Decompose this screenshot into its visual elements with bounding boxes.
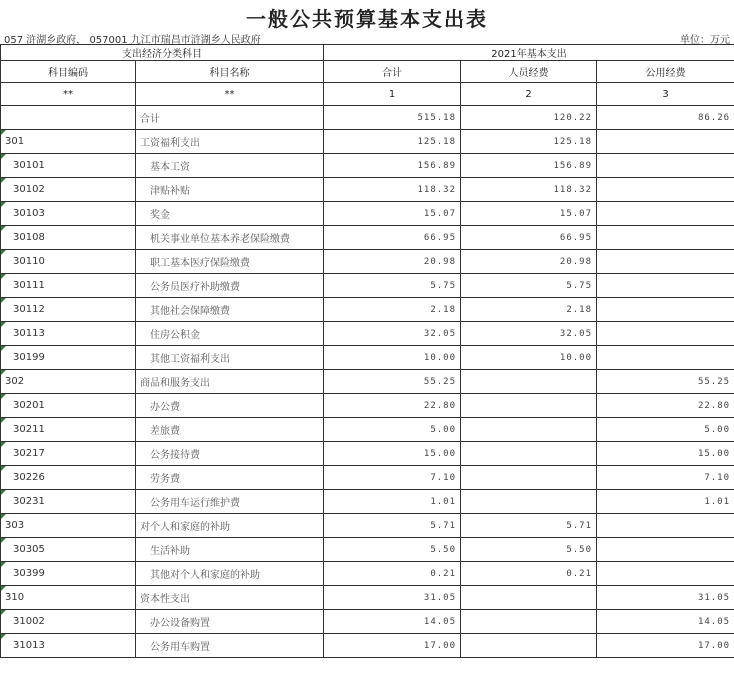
cell-total-text: 5.00 bbox=[430, 424, 456, 435]
cell-name-text: 工资福利支出 bbox=[140, 138, 200, 149]
cell-code bbox=[1, 226, 136, 250]
cell-code bbox=[1, 562, 136, 586]
cell-total-text: 156.89 bbox=[417, 160, 456, 171]
cell-total-text: 2.18 bbox=[430, 304, 456, 315]
table-row bbox=[1, 202, 734, 226]
cell-code-text: 30399 bbox=[13, 568, 45, 579]
cell-public-text: 55.25 bbox=[697, 376, 731, 387]
cell-name-text: 职工基本医疗保险缴费 bbox=[150, 258, 250, 269]
table-row bbox=[1, 538, 734, 562]
cell-name bbox=[136, 178, 324, 202]
cell-code bbox=[1, 346, 136, 370]
cell-personnel bbox=[461, 106, 597, 130]
cell-code bbox=[1, 178, 136, 202]
cell-name bbox=[136, 202, 324, 226]
cell-total-text: 66.95 bbox=[423, 232, 456, 243]
cell-personnel bbox=[461, 226, 597, 250]
cell-code-text: 30102 bbox=[13, 184, 45, 195]
cell-total-text: 17.00 bbox=[423, 640, 456, 651]
cell-public bbox=[597, 250, 734, 274]
currency-unit-label: 单位：万元 bbox=[680, 35, 730, 46]
cell-public bbox=[597, 538, 734, 562]
cell-public bbox=[597, 226, 734, 250]
cell-code bbox=[1, 634, 136, 658]
cell-total-text: 15.00 bbox=[423, 448, 456, 459]
cell-total-text: 118.32 bbox=[417, 184, 456, 195]
table-row bbox=[1, 370, 734, 394]
cell-name-text: 办公设备购置 bbox=[150, 618, 210, 629]
table-row bbox=[1, 490, 734, 514]
cell-total bbox=[324, 466, 461, 490]
cell-public-text: 17.00 bbox=[697, 640, 731, 651]
cell-total bbox=[324, 202, 461, 226]
cell-public bbox=[597, 106, 734, 130]
table-row bbox=[1, 562, 734, 586]
cell-name-text: 津贴补贴 bbox=[150, 186, 190, 197]
cell-total-text: 32.05 bbox=[423, 328, 456, 339]
cell-code-text: 30305 bbox=[13, 544, 45, 555]
cell-code-text: 303 bbox=[5, 520, 25, 531]
cell-public-text: 5.00 bbox=[704, 424, 731, 435]
cell-public bbox=[597, 370, 734, 394]
cell-total-text: 125.18 bbox=[417, 136, 456, 147]
cell-public bbox=[597, 418, 734, 442]
cell-personnel bbox=[461, 154, 597, 178]
cell-name bbox=[136, 274, 324, 298]
cell-code-text: 31013 bbox=[13, 640, 45, 651]
cell-total bbox=[324, 538, 461, 562]
index-cell: 2 bbox=[461, 83, 597, 106]
cell-total bbox=[324, 250, 461, 274]
table-row bbox=[1, 418, 734, 442]
table-row bbox=[1, 226, 734, 250]
comment-marker-icon bbox=[1, 346, 6, 351]
cell-personnel bbox=[461, 298, 597, 322]
table-row bbox=[1, 298, 734, 322]
col-header-personnel: 人员经费 bbox=[461, 61, 597, 83]
cell-name-text: 资本性支出 bbox=[140, 594, 190, 605]
col-header-code: 科目编码 bbox=[1, 61, 136, 83]
cell-name bbox=[136, 562, 324, 586]
comment-marker-icon bbox=[1, 202, 6, 207]
cell-name-text: 其他社会保障缴费 bbox=[150, 306, 230, 317]
header-group-classification: 支出经济分类科目 bbox=[1, 45, 324, 61]
cell-total bbox=[324, 634, 461, 658]
cell-name-text: 商品和服务支出 bbox=[140, 378, 210, 389]
cell-total-text: 5.71 bbox=[430, 520, 456, 531]
cell-name bbox=[136, 610, 324, 634]
cell-public-text: 31.05 bbox=[697, 592, 731, 603]
cell-total bbox=[324, 322, 461, 346]
cell-name bbox=[136, 514, 324, 538]
table-row bbox=[1, 130, 734, 154]
cell-code-text: 30217 bbox=[13, 448, 45, 459]
cell-public bbox=[597, 562, 734, 586]
cell-public-text: 86.26 bbox=[697, 112, 731, 123]
cell-personnel-text: 66.95 bbox=[559, 232, 592, 243]
cell-total-text: 31.05 bbox=[423, 592, 456, 603]
cell-public bbox=[597, 586, 734, 610]
cell-public bbox=[597, 178, 734, 202]
cell-code bbox=[1, 610, 136, 634]
comment-marker-icon bbox=[1, 130, 6, 135]
comment-marker-icon bbox=[1, 394, 6, 399]
cell-name bbox=[136, 130, 324, 154]
cell-name bbox=[136, 586, 324, 610]
cell-code bbox=[1, 250, 136, 274]
cell-code-text: 30113 bbox=[13, 328, 45, 339]
cell-name-text: 奖金 bbox=[150, 210, 170, 221]
cell-personnel bbox=[461, 202, 597, 226]
cell-total-text: 55.25 bbox=[423, 376, 456, 387]
cell-code-text: 31002 bbox=[13, 616, 45, 627]
cell-total bbox=[324, 370, 461, 394]
cell-name-text: 公务接待费 bbox=[150, 450, 200, 461]
cell-public bbox=[597, 346, 734, 370]
cell-code bbox=[1, 442, 136, 466]
cell-name bbox=[136, 466, 324, 490]
cell-public-text: 22.80 bbox=[697, 400, 731, 411]
cell-name bbox=[136, 418, 324, 442]
cell-total bbox=[324, 178, 461, 202]
comment-marker-icon bbox=[1, 562, 6, 567]
cell-name-text: 其他对个人和家庭的补助 bbox=[150, 570, 260, 581]
cell-personnel bbox=[461, 370, 597, 394]
header-columns-row bbox=[1, 61, 734, 83]
cell-name-text: 合计 bbox=[140, 114, 160, 125]
table-body bbox=[1, 106, 734, 658]
cell-name bbox=[136, 154, 324, 178]
cell-name bbox=[136, 226, 324, 250]
cell-personnel-text: 156.89 bbox=[553, 160, 592, 171]
cell-name-text: 劳务费 bbox=[150, 474, 180, 485]
cell-public bbox=[597, 490, 734, 514]
page-title: 一般公共预算基本支出表 bbox=[246, 7, 488, 31]
cell-total bbox=[324, 298, 461, 322]
cell-public bbox=[597, 202, 734, 226]
cell-name-text: 其他工资福利支出 bbox=[150, 354, 230, 365]
cell-total bbox=[324, 130, 461, 154]
table-row bbox=[1, 394, 734, 418]
header-index-row bbox=[1, 83, 734, 106]
cell-personnel bbox=[461, 178, 597, 202]
table-row bbox=[1, 106, 734, 130]
cell-public bbox=[597, 274, 734, 298]
cell-personnel bbox=[461, 466, 597, 490]
cell-total bbox=[324, 610, 461, 634]
cell-public bbox=[597, 130, 734, 154]
table-row bbox=[1, 274, 734, 298]
cell-personnel-text: 118.32 bbox=[553, 184, 592, 195]
cell-personnel-text: 125.18 bbox=[553, 136, 592, 147]
cell-personnel bbox=[461, 490, 597, 514]
cell-code bbox=[1, 514, 136, 538]
comment-marker-icon bbox=[1, 514, 6, 519]
cell-public bbox=[597, 634, 734, 658]
cell-code-text: 30231 bbox=[13, 496, 45, 507]
cell-name-text: 对个人和家庭的补助 bbox=[140, 522, 230, 533]
cell-personnel-text: 5.71 bbox=[566, 520, 592, 531]
cell-total-text: 15.07 bbox=[423, 208, 456, 219]
cell-total bbox=[324, 586, 461, 610]
comment-marker-icon bbox=[1, 418, 6, 423]
cell-name bbox=[136, 298, 324, 322]
cell-public bbox=[597, 154, 734, 178]
comment-marker-icon bbox=[1, 226, 6, 231]
cell-public bbox=[597, 442, 734, 466]
cell-total-text: 10.00 bbox=[423, 352, 456, 363]
table-row bbox=[1, 346, 734, 370]
cell-code-text: 301 bbox=[5, 136, 25, 147]
cell-total bbox=[324, 154, 461, 178]
cell-code bbox=[1, 202, 136, 226]
cell-code-text: 30226 bbox=[13, 472, 45, 483]
cell-total-text: 20.98 bbox=[423, 256, 456, 267]
table-row bbox=[1, 442, 734, 466]
cell-personnel bbox=[461, 562, 597, 586]
table-row bbox=[1, 586, 734, 610]
comment-marker-icon bbox=[1, 610, 6, 615]
cell-code-text: 30201 bbox=[13, 400, 45, 411]
comment-marker-icon bbox=[1, 538, 6, 543]
cell-personnel bbox=[461, 634, 597, 658]
cell-personnel-text: 5.50 bbox=[566, 544, 592, 555]
header-group-basic-expenditure: 2021年基本支出 bbox=[324, 45, 734, 61]
comment-marker-icon bbox=[1, 298, 6, 303]
cell-name-text: 公务员医疗补助缴费 bbox=[150, 282, 240, 293]
cell-personnel-text: 0.21 bbox=[566, 568, 592, 579]
cell-name-text: 机关事业单位基本养老保险缴费 bbox=[150, 234, 290, 245]
cell-code bbox=[1, 538, 136, 562]
comment-marker-icon bbox=[1, 586, 6, 591]
cell-personnel bbox=[461, 394, 597, 418]
cell-personnel-text: 15.07 bbox=[559, 208, 592, 219]
cell-personnel bbox=[461, 514, 597, 538]
cell-total bbox=[324, 490, 461, 514]
cell-total-text: 22.80 bbox=[423, 400, 456, 411]
cell-total bbox=[324, 226, 461, 250]
cell-total-text: 1.01 bbox=[430, 496, 456, 507]
cell-code-text: 30199 bbox=[13, 352, 45, 363]
cell-code bbox=[1, 106, 136, 130]
cell-public-text: 14.05 bbox=[697, 616, 731, 627]
cell-name bbox=[136, 538, 324, 562]
comment-marker-icon bbox=[1, 274, 6, 279]
cell-personnel bbox=[461, 418, 597, 442]
cell-code-text: 30112 bbox=[13, 304, 45, 315]
cell-code-text: 30211 bbox=[13, 424, 45, 435]
cell-public bbox=[597, 610, 734, 634]
cell-personnel bbox=[461, 610, 597, 634]
comment-marker-icon bbox=[1, 250, 6, 255]
cell-personnel bbox=[461, 346, 597, 370]
cell-code-text: 30101 bbox=[13, 160, 45, 171]
cell-public-text: 7.10 bbox=[704, 472, 731, 483]
cell-personnel-text: 5.75 bbox=[566, 280, 592, 291]
cell-code-text: 30108 bbox=[13, 232, 45, 243]
cell-total-text: 14.05 bbox=[423, 616, 456, 627]
cell-public bbox=[597, 466, 734, 490]
cell-code bbox=[1, 130, 136, 154]
cell-total bbox=[324, 418, 461, 442]
cell-total-text: 515.18 bbox=[417, 112, 456, 123]
cell-name-text: 住房公积金 bbox=[150, 330, 200, 341]
index-cell: 3 bbox=[597, 83, 734, 106]
cell-total bbox=[324, 562, 461, 586]
cell-personnel-text: 32.05 bbox=[559, 328, 592, 339]
cell-name bbox=[136, 442, 324, 466]
cell-public bbox=[597, 322, 734, 346]
cell-name-text: 公务用车购置 bbox=[150, 642, 210, 653]
cell-name-text: 生活补助 bbox=[150, 546, 190, 557]
cell-code bbox=[1, 466, 136, 490]
cell-total-text: 5.75 bbox=[430, 280, 456, 291]
cell-code bbox=[1, 394, 136, 418]
cell-name-text: 差旅费 bbox=[150, 426, 180, 437]
cell-personnel bbox=[461, 130, 597, 154]
cell-personnel-text: 10.00 bbox=[559, 352, 592, 363]
cell-total-text: 0.21 bbox=[430, 568, 456, 579]
cell-name bbox=[136, 250, 324, 274]
comment-marker-icon bbox=[1, 154, 6, 159]
cell-code-text: 30111 bbox=[13, 280, 45, 291]
index-cell: ** bbox=[1, 83, 136, 106]
cell-code bbox=[1, 298, 136, 322]
col-header-total: 合计 bbox=[324, 61, 461, 83]
cell-name bbox=[136, 322, 324, 346]
table-row bbox=[1, 178, 734, 202]
cell-personnel-text: 2.18 bbox=[566, 304, 592, 315]
cell-name bbox=[136, 346, 324, 370]
col-header-public: 公用经费 bbox=[597, 61, 734, 83]
cell-name bbox=[136, 394, 324, 418]
comment-marker-icon bbox=[1, 490, 6, 495]
cell-code bbox=[1, 322, 136, 346]
cell-total bbox=[324, 394, 461, 418]
cell-personnel-text: 20.98 bbox=[559, 256, 592, 267]
cell-code-text: 310 bbox=[5, 592, 25, 603]
header-group-row bbox=[1, 45, 734, 61]
cell-code bbox=[1, 418, 136, 442]
table-row bbox=[1, 154, 734, 178]
cell-name-text: 公务用车运行维护费 bbox=[150, 498, 240, 509]
cell-name-text: 基本工资 bbox=[150, 162, 190, 173]
cell-code-text: 302 bbox=[5, 376, 25, 387]
cell-code bbox=[1, 586, 136, 610]
cell-personnel bbox=[461, 250, 597, 274]
cell-public bbox=[597, 514, 734, 538]
cell-total bbox=[324, 346, 461, 370]
comment-marker-icon bbox=[1, 442, 6, 447]
table-row bbox=[1, 322, 734, 346]
col-header-name: 科目名称 bbox=[136, 61, 324, 83]
cell-public-text: 15.00 bbox=[697, 448, 731, 459]
cell-personnel bbox=[461, 538, 597, 562]
cell-name bbox=[136, 370, 324, 394]
cell-total bbox=[324, 106, 461, 130]
table-row bbox=[1, 514, 734, 538]
budget-table bbox=[0, 44, 734, 658]
table-row bbox=[1, 610, 734, 634]
cell-total bbox=[324, 442, 461, 466]
index-cell: ** bbox=[136, 83, 324, 106]
cell-name bbox=[136, 490, 324, 514]
table-row bbox=[1, 634, 734, 658]
table-row bbox=[1, 250, 734, 274]
cell-public-text: 1.01 bbox=[704, 496, 731, 507]
cell-personnel bbox=[461, 322, 597, 346]
cell-total-text: 7.10 bbox=[430, 472, 456, 483]
cell-name-text: 办公费 bbox=[150, 402, 180, 413]
cell-code bbox=[1, 274, 136, 298]
comment-marker-icon bbox=[1, 466, 6, 471]
index-cell: 1 bbox=[324, 83, 461, 106]
cell-code bbox=[1, 154, 136, 178]
cell-code-text: 30103 bbox=[13, 208, 45, 219]
cell-total-text: 5.50 bbox=[430, 544, 456, 555]
comment-marker-icon bbox=[1, 634, 6, 639]
cell-total bbox=[324, 274, 461, 298]
unit-label: 057 浒湖乡政府， 057001 九江市瑞昌市浒湖乡人民政府 bbox=[4, 35, 261, 46]
cell-personnel bbox=[461, 586, 597, 610]
cell-code bbox=[1, 370, 136, 394]
comment-marker-icon bbox=[1, 322, 6, 327]
cell-public bbox=[597, 394, 734, 418]
cell-personnel-text: 120.22 bbox=[553, 112, 592, 123]
cell-public bbox=[597, 298, 734, 322]
cell-personnel bbox=[461, 274, 597, 298]
table-row bbox=[1, 466, 734, 490]
comment-marker-icon bbox=[1, 178, 6, 183]
comment-marker-icon bbox=[1, 370, 6, 375]
cell-code bbox=[1, 490, 136, 514]
cell-name bbox=[136, 106, 324, 130]
cell-total bbox=[324, 514, 461, 538]
cell-code-text: 30110 bbox=[13, 256, 45, 267]
cell-name bbox=[136, 634, 324, 658]
cell-personnel bbox=[461, 442, 597, 466]
